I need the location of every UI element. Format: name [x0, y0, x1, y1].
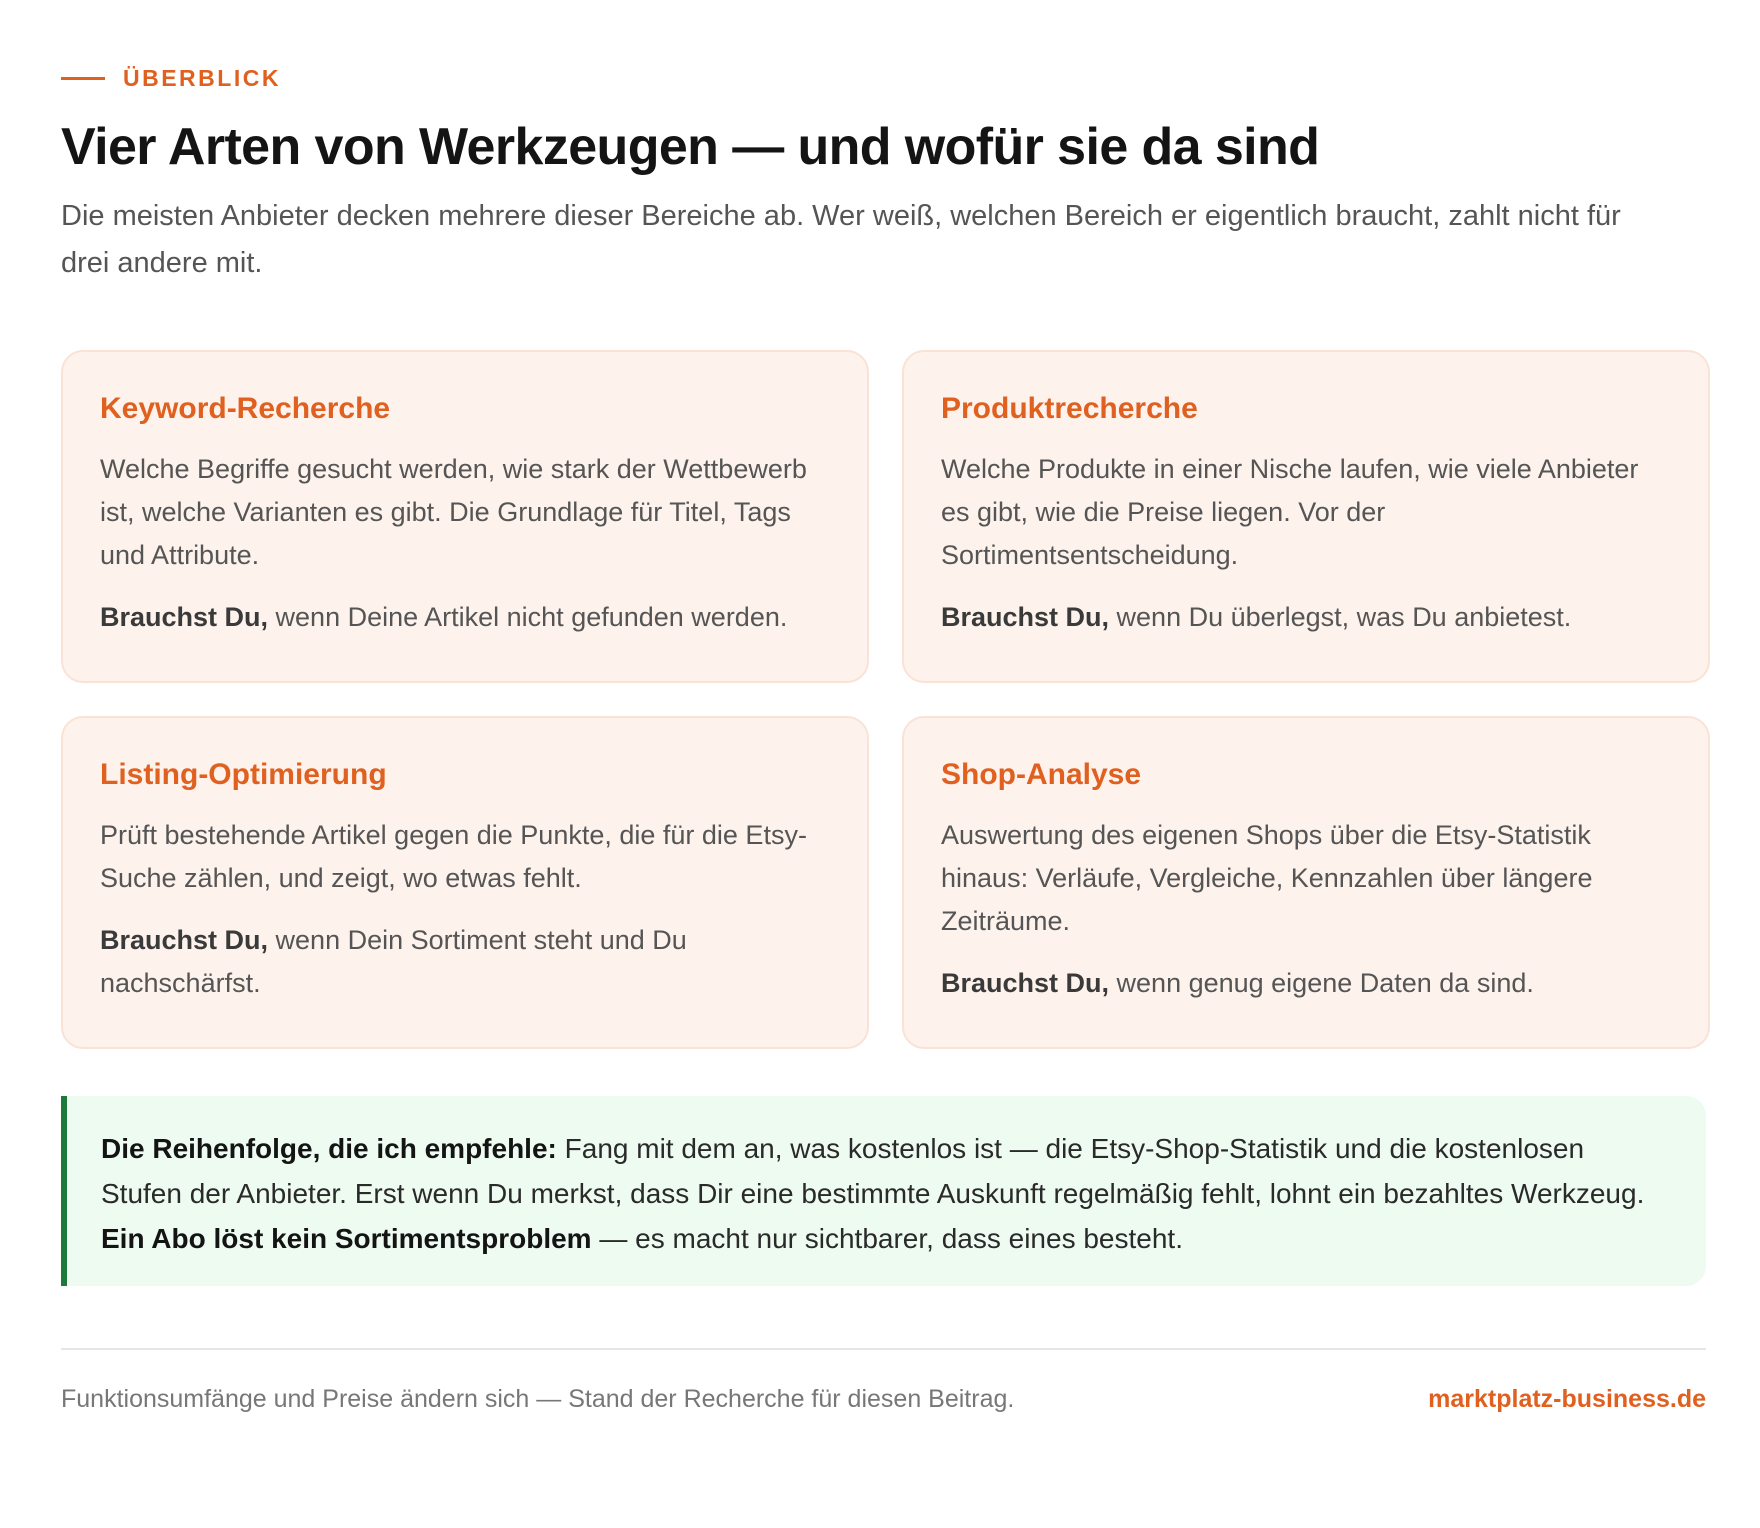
footer-brand-link[interactable]: marktplatz-business.de	[1428, 1385, 1706, 1413]
card-text: Auswertung des eigenen Shops über die Etsy-Statistik hinaus: Verläufe, Vergleiche, Kennzahlen über längere Zeiträume.	[941, 820, 1593, 936]
footer-note: Funktionsumfänge und Preise ändern sich — Stand der Recherche für diesen Beitrag.	[61, 1385, 1015, 1413]
card-shop-analyse	[902, 716, 1710, 1049]
card-need	[100, 919, 831, 1005]
card-need-label: Brauchst Du,	[941, 968, 1110, 998]
page-subtitle: Die meisten Anbieter decken mehrere dieser Bereiche ab. Wer weiß, welchen Bereich er eigentlich braucht, zahlt nicht für drei andere mit.	[61, 200, 1621, 279]
card-text: Prüft bestehende Artikel gegen die Punkte, die für die Etsy-Suche zählen, und zeigt, wo etwas fehlt.	[100, 820, 807, 893]
callout-text-2: — es macht nur sichtbarer, dass eines besteht.	[591, 1223, 1183, 1254]
card-title: Keyword-Recherche	[100, 392, 391, 425]
eyebrow-line	[61, 77, 105, 80]
callout-text-1: Fang mit dem an, was kostenlos ist — die Etsy-Shop-Statistik und die kostenlosen Stufen der Anbieter. Erst wenn Du merkst, dass Dir eine bestimmte Auskunft regelmäßig fehlt, lohnt ein bezahltes Werkzeug.	[101, 1133, 1645, 1209]
callout-lead: Die Reihenfolge, die ich empfehle:	[101, 1133, 557, 1164]
card-title: Listing-Optimierung	[100, 758, 387, 791]
card-need-text: wenn Deine Artikel nicht gefunden werden.	[268, 602, 788, 632]
card-need	[941, 596, 1672, 639]
page-title: Vier Arten von Werkzeugen — und wofür sie da sind	[61, 118, 1320, 176]
card-text: Welche Produkte in einer Nische laufen, wie viele Anbieter es gibt, wie die Preise liegen. Vor der Sortimentsentscheidung.	[941, 454, 1639, 570]
card-need-text: wenn genug eigene Daten da sind.	[1109, 968, 1534, 998]
card-grid	[61, 350, 1706, 1049]
card-need-label: Brauchst Du,	[100, 925, 269, 955]
card-need-label: Brauchst Du,	[100, 602, 269, 632]
card-keyword-recherche	[61, 350, 869, 683]
recommendation-callout	[61, 1096, 1706, 1286]
card-listing-optimierung	[61, 716, 869, 1049]
card-need-label: Brauchst Du,	[941, 602, 1110, 632]
card-need	[941, 962, 1672, 1005]
card-need-text: wenn Du überlegst, was Du anbietest.	[1109, 602, 1572, 632]
eyebrow	[61, 64, 281, 92]
card-title: Produktrecherche	[941, 392, 1198, 425]
card-need-text: wenn Dein Sortiment steht und Du nachschärfst.	[100, 925, 687, 998]
card-need	[100, 596, 831, 639]
footer-divider	[61, 1348, 1706, 1350]
callout-emphasis: Ein Abo löst kein Sortimentsproblem	[101, 1223, 592, 1254]
card-title: Shop-Analyse	[941, 758, 1142, 791]
eyebrow-label: ÜBERBLICK	[123, 65, 281, 91]
card-produktrecherche	[902, 350, 1710, 683]
card-text: Welche Begriffe gesucht werden, wie stark der Wettbewerb ist, welche Varianten es gibt. Die Grundlage für Titel, Tags und Attribute.	[100, 454, 807, 570]
